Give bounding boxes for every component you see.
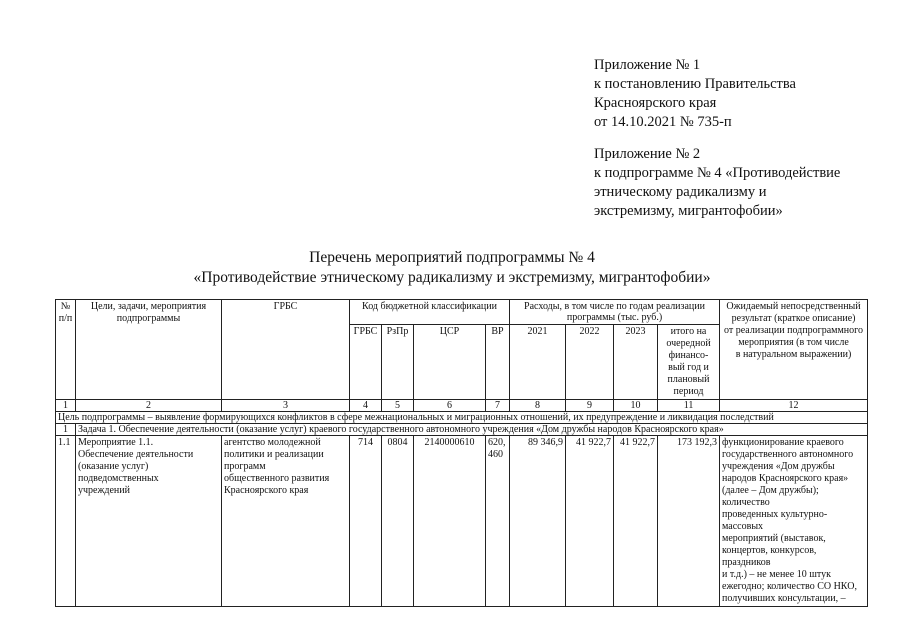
task-text: Задача 1. Обеспечение деятельности (оказание услуг) краевого государственного автономного учреждения «Дом дружбы народов Красноярского края» [76, 424, 868, 436]
row-total: 173 192,3 [658, 436, 720, 607]
column-number: 1 [56, 400, 76, 412]
row-measure-name: Мероприятие 1.1. Обеспечение деятельности (оказание услуг) подведомственных учреждений [76, 436, 222, 607]
annex-2-line: Приложение № 2 [594, 146, 701, 162]
column-number: 11 [658, 400, 720, 412]
row-grbs-code: 714 [350, 436, 382, 607]
column-number: 3 [222, 400, 350, 412]
annex-1-line: от 14.10.2021 № 735-п [594, 114, 732, 130]
task-number: 1 [56, 424, 76, 436]
column-number: 8 [510, 400, 566, 412]
header-2023: 2023 [614, 325, 658, 400]
annex-1-line: Приложение № 1 [594, 57, 701, 73]
row-2021: 89 346,9 [510, 436, 566, 607]
annex-2-line: этническому радикализму и [594, 184, 767, 200]
header-rzpr: РзПр [382, 325, 414, 400]
header-csr: ЦСР [414, 325, 486, 400]
column-number: 10 [614, 400, 658, 412]
column-number: 12 [720, 400, 868, 412]
header-expenses: Расходы, в том числе по годам реализации программы (тыс. руб.) [510, 300, 720, 325]
column-number: 7 [486, 400, 510, 412]
annex-1-header [594, 56, 796, 132]
column-number-row [56, 400, 868, 412]
goal-text: Цель подпрограммы – выявление формирующихся конфликтов в сфере межнациональных и миграционных отношений, их предупреждение и ликвидация последствий [56, 412, 868, 424]
table-row [56, 436, 868, 607]
annex-2-header [594, 145, 840, 221]
header-grbs: ГРБС [222, 300, 350, 400]
header-2021: 2021 [510, 325, 566, 400]
annex-1-line: к постановлению Правительства [594, 76, 796, 92]
header-goals: Цели, задачи, мероприятия подпрограммы [76, 300, 222, 400]
header-result: Ожидаемый непосредственный результат (краткое описание) от реализации подпрограммного мероприятия (в том числе в натуральном выражении) [720, 300, 868, 400]
header-2022: 2022 [566, 325, 614, 400]
header-vr: ВР [486, 325, 510, 400]
column-number: 9 [566, 400, 614, 412]
title-line: Перечень мероприятий подпрограммы № 4 [309, 249, 595, 266]
header-kbk: Код бюджетной классификации [350, 300, 510, 325]
document-title [0, 248, 904, 288]
header-num: № п/п [56, 300, 76, 400]
title-line: «Противодействие этническому радикализму и экстремизму, мигрантофобии» [193, 269, 711, 286]
row-grbs: агентство молодежной политики и реализации программ общественного развития Красноярского края [222, 436, 350, 607]
row-rzpr: 0804 [382, 436, 414, 607]
row-csr: 2140000610 [414, 436, 486, 607]
column-number: 5 [382, 400, 414, 412]
row-number: 1.1 [56, 436, 76, 607]
row-result: функционирование краевого государственного автономного учреждения «Дом дружбы народов Красноярского края» (далее – Дом дружбы); количество проведенных культурно-массовых мероприятий (выставок, концертов, конкурсов, праздников и т.д.) – не менее 10 штук ежегодно; количество СО НКО, получивших консультации, – [720, 436, 868, 607]
goal-row [56, 412, 868, 424]
column-number: 6 [414, 400, 486, 412]
column-number: 4 [350, 400, 382, 412]
row-vr: 620, 460 [486, 436, 510, 607]
column-number: 2 [76, 400, 222, 412]
measures-table [55, 299, 868, 607]
annex-2-line: экстремизму, мигрантофобии» [594, 203, 783, 219]
header-total: итого на очередной финансо- вый год и плановый период [658, 325, 720, 400]
task-row [56, 424, 868, 436]
header-row-1 [56, 300, 868, 325]
row-2023: 41 922,7 [614, 436, 658, 607]
row-2022: 41 922,7 [566, 436, 614, 607]
annex-1-line: Красноярского края [594, 95, 717, 111]
annex-2-line: к подпрограмме № 4 «Противодействие [594, 165, 841, 181]
header-grbs-code: ГРБС [350, 325, 382, 400]
